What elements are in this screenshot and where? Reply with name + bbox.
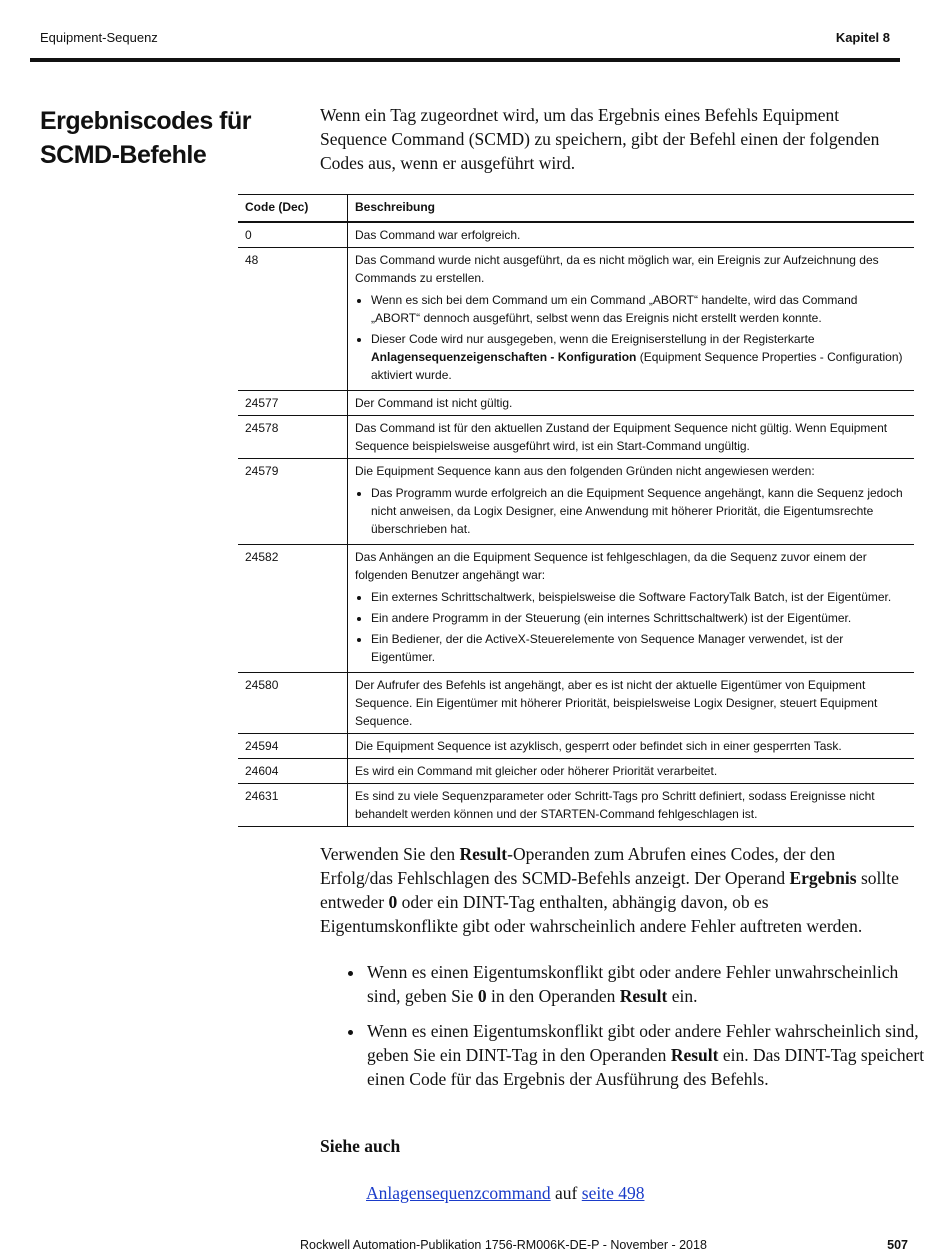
description-cell [348,248,915,391]
page-reference-link[interactable]: seite 498 [581,1183,645,1203]
column-header-description: Beschreibung [348,195,915,223]
paragraph-bold: Ergebnis [789,868,857,888]
bullet-bold-text: Anlagensequenzeigenschaften - Konfiguration [371,350,637,364]
bullet-text: (Equipment Sequence Properties - Configuration) aktiviert wurde. [371,350,903,382]
description-cell: Es wird ein Command mit gleicher oder höherer Priorität verarbeitet. [348,759,915,784]
bullet-text: ein. Das DINT-Tag speichert einen Code für das Ergebnis der Ausführung des Befehls. [367,1045,925,1089]
table-row [238,391,914,416]
code-cell: 24582 [238,545,348,673]
bullet-text: in den Operanden [486,986,620,1006]
description-bullet: • Ein Bediener, der die ActiveX-Steuerelemente von Sequence Manager verwendet, ist der Eigentümer. [371,630,907,666]
bullet-bold-text: Result [619,986,668,1006]
description-bullet [371,330,907,384]
reference-connector-text: auf [550,1183,582,1203]
bullet-text: Wenn es einen Eigentumskonflikt gibt oder andere Fehler unwahrscheinlich sind, geben Sie [367,962,899,1006]
description-bullet: • Das Programm wurde erfolgreich an die Equipment Sequence angehängt, kann die Sequenz jedoch nicht anweisen, da Logix Designer, eine Anwendung mit höherer Priorität, die Eigentumsrechte überschrieben hat. [371,484,907,538]
bullet-text: ein. [667,986,698,1006]
equipment-sequence-command-link[interactable]: Anlagensequenzcommand [366,1183,551,1203]
paragraph-bold: 0 [388,892,398,912]
description-cell: Das Command ist für den aktuellen Zustand der Equipment Sequence nicht gültig. Wenn Equipment Sequence beispielsweise ausgeführt wird, ist ein Start-Command ungültig. [348,416,915,459]
paragraph-text: Verwenden Sie den [320,844,460,864]
code-cell: 24631 [238,784,348,827]
description-bullet: • Wenn es sich bei dem Command um ein Command „ABORT“ handelte, wird das Command „ABORT“ dennoch ausgeführt, selbst wenn das Ereignis nicht erstellt werden konnte. [371,291,907,327]
code-cell: 24594 [238,734,348,759]
description-cell: Die Equipment Sequence ist azyklisch, gesperrt oder befindet sich in einer gesperrten Task. [348,734,915,759]
table-row [238,459,914,545]
usage-bullet [365,960,925,1008]
description-bullets [355,484,907,538]
running-header-section: Equipment-Sequenz [40,30,158,45]
code-cell: 24604 [238,759,348,784]
section-title-line-2: SCMD-Befehle [40,141,207,169]
description-cell [348,459,915,545]
table-row [238,416,914,459]
code-cell: 24577 [238,391,348,416]
usage-bullet [365,1019,925,1091]
see-also-heading: Siehe auch [320,1136,401,1156]
table-row [238,248,914,391]
paragraph-text: oder ein DINT-Tag enthalten, abhängig davon, ob es Eigentumskonflikte gibt oder wahrscheinlich andere Fehler auftreten werden. [320,892,863,936]
table-row [238,545,914,673]
description-cell: Es sind zu viele Sequenzparameter oder Schritt-Tags pro Schritt definiert, sodass Ereignisse nicht behandelt werden können und der STARTEN-Command fehlgeschlagen ist. [348,784,915,827]
result-operand-paragraph [320,842,910,938]
code-cell: 24579 [238,459,348,545]
description-text: Die Equipment Sequence kann aus den folgenden Gründen nicht angewiesen werden: [355,464,815,478]
table-row [238,759,914,784]
table-row [238,673,914,734]
publication-footer: Rockwell Automation-Publikation 1756-RM006K-DE-P - November - 2018 [300,1238,707,1252]
bullet-text: Dieser Code wird nur ausgegeben, wenn die Ereigniserstellung in der Registerkarte [371,332,815,346]
code-cell: 0 [238,222,348,248]
table-row [238,784,914,827]
paragraph-text: sollte entweder [320,868,899,912]
description-cell: Das Command war erfolgreich. [348,222,915,248]
section-title [40,104,280,172]
description-bullet: • Ein andere Programm in der Steuerung (ein internes Schrittschaltwerk) ist der Eigentümer. [371,609,907,627]
bullet-bold-text: 0 [477,986,487,1006]
column-header-code: Code (Dec) [238,195,348,223]
see-also-reference [366,1183,644,1204]
description-text: Das Anhängen an die Equipment Sequence ist fehlgeschlagen, da die Sequenz zuvor einem der folgenden Benutzer angehängt war: [355,550,867,582]
header-rule [30,58,900,62]
description-bullet: • Ein externes Schrittschaltwerk, beispielsweise die Software FactoryTalk Batch, ist der Eigentümer. [371,588,907,606]
bullet-text: Wenn es einen Eigentumskonflikt gibt oder andere Fehler wahrscheinlich sind, geben Sie ein DINT-Tag in den Operanden [367,1021,919,1065]
description-text: Das Command wurde nicht ausgeführt, da es nicht möglich war, ein Ereignis zur Aufzeichnung des Commands zu erstellen. [355,253,879,285]
bullet-bold-text: Result [670,1045,719,1065]
description-cell [348,545,915,673]
description-cell: Der Command ist nicht gültig. [348,391,915,416]
intro-paragraph: Wenn ein Tag zugeordnet wird, um das Ergebnis eines Befehls Equipment Sequence Command (SCMD) zu speichern, gibt der Befehl einen der folgenden Codes aus, wenn er ausgeführt wird. [320,105,880,173]
running-header-chapter: Kapitel 8 [835,30,890,45]
code-cell: 24578 [238,416,348,459]
section-title-line-1: Ergebniscodes für [40,107,251,135]
page-number: 507 [887,1238,908,1252]
code-cell: 24580 [238,673,348,734]
result-codes-table [238,194,914,827]
code-cell: 48 [238,248,348,391]
table-header-row [238,195,914,223]
paragraph-text: -Operanden zum Abrufen eines Codes, der den Erfolg/das Fehlschlagen des SCMD-Befehls anzeigt. Der Operand [320,844,836,888]
paragraph-bold: Result [459,844,508,864]
description-bullets [355,588,907,666]
description-cell: Der Aufrufer des Befehls ist angehängt, aber es ist nicht der aktuelle Eigentümer von Equipment Sequence. Ein Eigentümer mit höherer Priorität, beispielsweise Logix Designer, steuert Equipment Sequence. [348,673,915,734]
usage-bullet-list [320,960,925,1102]
table-row [238,734,914,759]
table-row [238,222,914,248]
description-bullets [355,291,907,384]
